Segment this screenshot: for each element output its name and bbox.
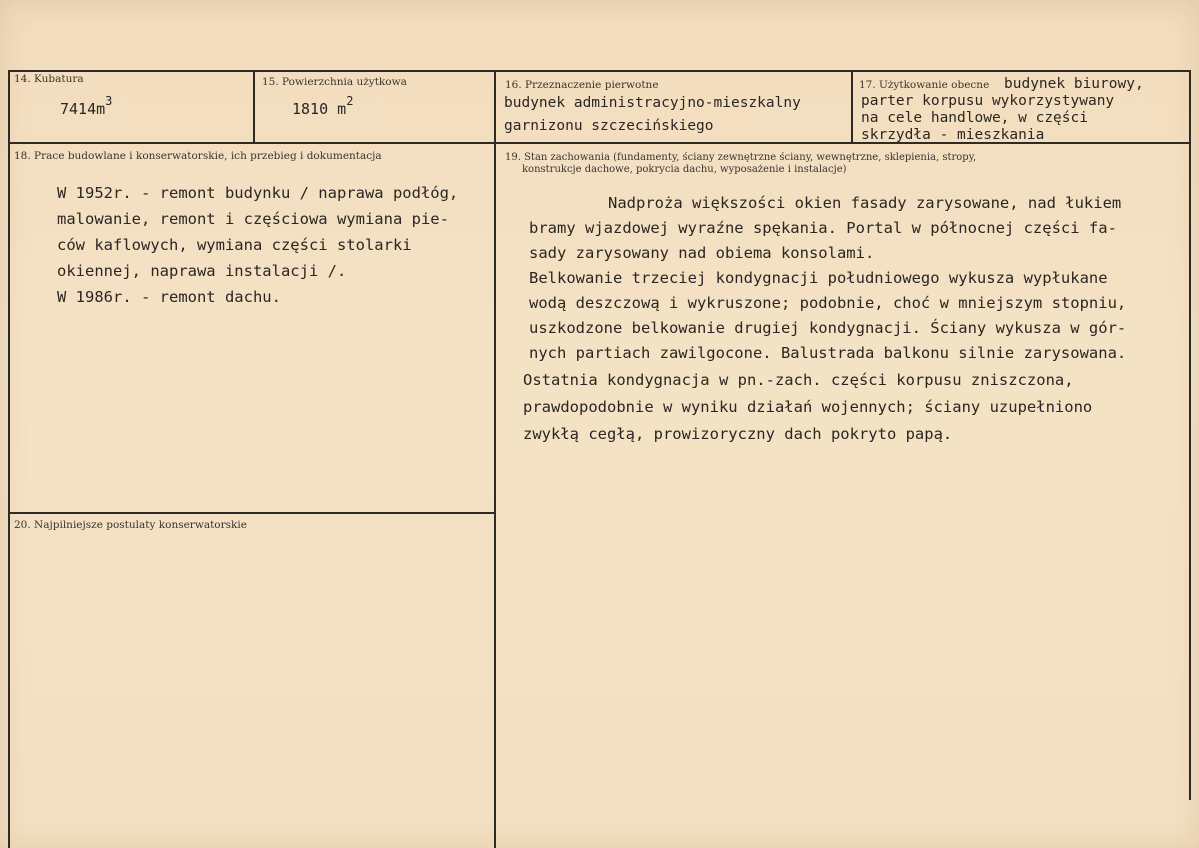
- powierzchnia-value: [292, 94, 354, 118]
- prace-label: 18. Prace budowlane i konserwatorskie, ich przebieg i dokumentacja: [14, 150, 382, 162]
- stan-line: wodą deszczową i wykruszone; podobnie, choć w mniejszym stopniu,: [529, 294, 1127, 312]
- stan-label-line-1: 19. Stan zachowania (fundamenty, ściany zewnętrzne ściany, wewnętrzne, sklepienia, stropy,: [505, 152, 977, 163]
- col-divider-15-16: [494, 70, 496, 848]
- powierzchnia-unit-exponent: 2: [346, 94, 354, 108]
- prace-line: okiennej, naprawa instalacji /.: [57, 262, 347, 280]
- przeznaczenie-line-2: garnizonu szczecińskiego: [504, 118, 714, 134]
- kubatura-number: 7414m: [60, 100, 106, 118]
- kubatura-unit-exponent: 3: [105, 94, 113, 108]
- stan-label-line-2: konstrukcje dachowe, pokrycia dachu, wyposażenie i instalacje): [522, 164, 847, 175]
- uzytkowanie-line-2: parter korpusu wykorzystywany: [861, 93, 1115, 109]
- kubatura-label: 14. Kubatura: [14, 73, 84, 85]
- col-divider-14-15: [253, 70, 255, 143]
- stan-line: sady zarysowany nad obiema konsolami.: [529, 244, 875, 262]
- uzytkowanie-line-4: skrzydła - mieszkania: [861, 127, 1045, 143]
- stan-line: Nadproża większości okien fasady zarysowane, nad łukiem: [608, 194, 1122, 212]
- powierzchnia-number: 1810 m: [292, 100, 347, 118]
- kubatura-value: [60, 94, 113, 118]
- prace-line: W 1952r. - remont budynku / naprawa podłóg,: [57, 184, 459, 202]
- przeznaczenie-line-1: budynek administracyjno-mieszkalny: [504, 95, 801, 111]
- stan-line: prawdopodobnie w wyniku działań wojennych; ściany uzupełniono: [523, 398, 1093, 416]
- left-border: [8, 70, 10, 848]
- przeznaczenie-label: 16. Przeznaczenie pierwotne: [505, 79, 659, 91]
- stan-line: nych partiach zawilgocone. Balustrada balkonu silnie zarysowana.: [529, 344, 1127, 362]
- stan-line: Belkowanie trzeciej kondygnacji południowego wykusza wypłukane: [529, 269, 1108, 287]
- top-rule: [8, 70, 1191, 72]
- stan-line: bramy wjazdowej wyraźne spękania. Portal w północnej części fa-: [529, 219, 1117, 237]
- col-divider-16-17: [851, 70, 853, 143]
- prace-line: malowanie, remont i częściowa wymiana pie-: [57, 210, 449, 228]
- uzytkowanie-line-3: na cele handlowe, w części: [861, 110, 1088, 126]
- prace-line: ców kaflowych, wymiana części stolarki: [57, 236, 412, 254]
- stan-line: uszkodzone belkowanie drugiej kondygnacji. Ściany wykusza w gór-: [529, 319, 1127, 337]
- right-border: [1189, 70, 1191, 800]
- uzytkowanie-line-1: budynek biurowy,: [1004, 76, 1144, 92]
- stan-line: zwykłą cegłą, prowizoryczny dach pokryto papą.: [523, 425, 953, 443]
- powierzchnia-label: 15. Powierzchnia użytkowa: [262, 76, 407, 88]
- stan-line: Ostatnia kondygnacja w pn.-zach. części korpusu zniszczona,: [523, 371, 1074, 389]
- uzytkowanie-label: 17. Użytkowanie obecne: [859, 79, 990, 91]
- postulaty-label: 20. Najpilniejsze postulaty konserwatorskie: [14, 519, 247, 531]
- section-18-bottom-rule: [8, 512, 494, 514]
- prace-line: W 1986r. - remont dachu.: [57, 288, 281, 306]
